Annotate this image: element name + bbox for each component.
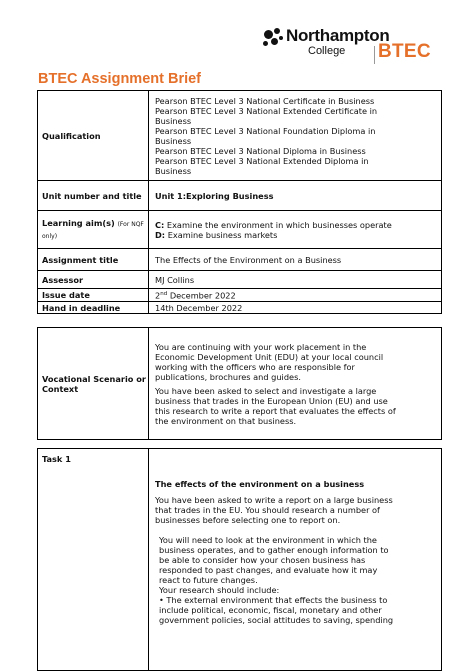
- document-title: BTEC Assignment Brief: [38, 71, 202, 87]
- task-line: business operates, and to gather enough information to: [159, 545, 389, 555]
- unit-value: Unit 1:Exploring Business: [149, 181, 442, 211]
- unit-row: [38, 181, 442, 211]
- qualification-line: Pearson BTEC Level 3 National Foundation Diploma in: [155, 125, 376, 136]
- task-line: government policies, social attitudes to saving, spending: [159, 615, 394, 625]
- deadline-row: [38, 302, 442, 314]
- task-paragraph: [155, 535, 441, 625]
- aims-label: [38, 211, 149, 249]
- title-row: [38, 249, 442, 271]
- logo-brand: BTEC: [378, 41, 431, 62]
- scenario-label: Vocational Scenario or Context: [38, 328, 149, 440]
- aims-value: [149, 211, 442, 249]
- scenario-line: this research to write a report that evaluates the effects of: [155, 405, 396, 416]
- task-line: businesses before selecting one to report on.: [155, 515, 341, 525]
- scenario-line: You are continuing with your work placement in the: [155, 341, 367, 352]
- task-line: You have been asked to write a report on a large business: [155, 495, 393, 505]
- aims-row: [38, 211, 442, 249]
- aim-text: Examine the environment in which businesses operate: [166, 219, 392, 230]
- assessor-value: MJ Collins: [149, 271, 442, 289]
- task-line: You will need to look at the environment in which the: [159, 535, 377, 545]
- issue-day: 2: [155, 290, 161, 301]
- scenario-line: business that trades in the European Union (EU) and use: [155, 395, 388, 406]
- qualification-line: Pearson BTEC Level 3 National Certificate in Business: [155, 95, 375, 106]
- qualification-value: [149, 91, 442, 181]
- title-value: The Effects of the Environment on a Business: [149, 249, 442, 271]
- task-line: • The external environment that effects the business to: [159, 595, 388, 605]
- issue-label: Issue date: [38, 289, 149, 302]
- assessor-label: Assessor: [38, 271, 149, 289]
- task-heading: The effects of the environment on a business: [155, 479, 365, 489]
- scenario-line: You have been asked to select and investigate a large: [155, 385, 377, 396]
- scenario-line: working with the officers who are responsible for: [155, 361, 355, 372]
- scenario-text: [149, 328, 442, 440]
- scenario-row: [38, 328, 442, 440]
- scenario-line: Economic Development Unit (EDU) at your local council: [155, 351, 384, 362]
- scenario-paragraph: [155, 342, 441, 382]
- task-line: be able to consider how your chosen business has: [159, 555, 366, 565]
- task-label: Task 1: [38, 449, 149, 671]
- task-line: responded to past changes, and evaluate how it may: [159, 565, 378, 575]
- unit-label: Unit number and title: [38, 181, 149, 211]
- task-body: [149, 449, 442, 671]
- qualification-line: Business: [155, 135, 192, 146]
- aim-item: [155, 230, 441, 240]
- deadline-value: 14th December 2022: [149, 302, 442, 314]
- aims-label-text: Learning aim(s): [42, 217, 115, 228]
- qualification-line: Pearson BTEC Level 3 National Extended Certificate in: [155, 105, 378, 116]
- scenario-line: the environment on that business.: [155, 415, 297, 426]
- issue-value: [149, 289, 442, 302]
- college-logo: [262, 26, 452, 66]
- task-paragraph: [155, 495, 441, 525]
- aim-code: D:: [155, 229, 166, 240]
- aim-item: [155, 220, 441, 230]
- task-line: Your research should include:: [159, 585, 280, 595]
- task-line: include political, economic, fiscal, monetary and other: [159, 605, 382, 615]
- aim-text: Examine business markets: [167, 229, 278, 240]
- task-row: [38, 449, 442, 671]
- issue-row: [38, 289, 442, 302]
- aim-code: C:: [155, 219, 165, 230]
- logo-divider: [374, 46, 375, 64]
- qualification-line: Pearson BTEC Level 3 National Extended Diploma in: [155, 155, 369, 166]
- scenario-paragraph: [155, 386, 441, 426]
- qualification-line: Business: [155, 165, 192, 176]
- issue-day-suffix: nd: [160, 291, 168, 298]
- qualification-row: [38, 91, 442, 181]
- assessor-row: [38, 271, 442, 289]
- scenario-line: publications, brochures and guides.: [155, 371, 301, 382]
- logo-sub: College: [308, 45, 346, 57]
- scenario-table: [37, 327, 442, 440]
- qualification-line: Pearson BTEC Level 3 National Diploma in Business: [155, 145, 366, 156]
- task-table: [37, 448, 442, 671]
- deadline-label: Hand in deadline: [38, 302, 149, 314]
- issue-month-year: December 2022: [169, 290, 236, 301]
- logo-name: Northampton: [286, 26, 390, 45]
- task-line: that trades in the EU. You should research a number of: [155, 505, 380, 515]
- aims-note: (For NQF only): [42, 220, 144, 240]
- brief-details-table: [37, 90, 442, 314]
- qualification-line: Business: [155, 115, 192, 126]
- task-line: react to future changes.: [159, 575, 258, 585]
- qualification-label: Qualification: [38, 91, 149, 181]
- title-label: Assignment title: [38, 249, 149, 271]
